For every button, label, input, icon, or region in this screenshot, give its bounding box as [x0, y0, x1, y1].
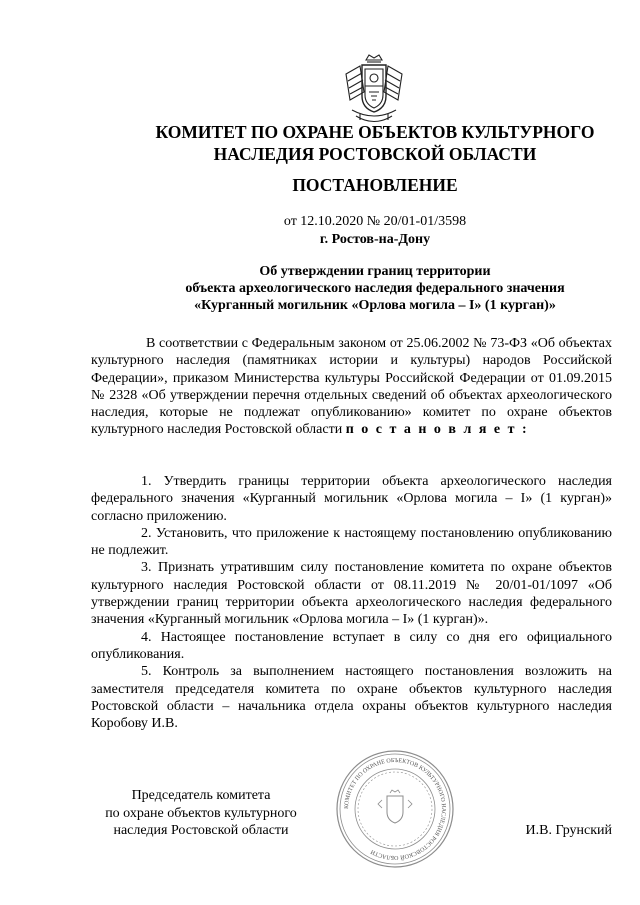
document-city: г. Ростов-на-Дону: [319, 232, 431, 247]
document-date-number: от 12.10.2020 № 20/01-01/3598: [283, 214, 467, 229]
resolution-item-4: 4. Настоящее постановление вступает в силу со дня его официального опубликования.: [91, 629, 612, 662]
resolution-item-1: 1. Утвердить границы территории объекта археологического наследия федерального значения «Курганный могильник «Орлова могила – I» (1 курган)» согласно приложению.: [91, 474, 612, 524]
resolution-item-2: 2. Установить, что приложение к настоящему постановлению опубликованию не подлежит.: [91, 525, 612, 559]
subject-line2: объекта археологического наследия федерального значения: [185, 281, 565, 296]
subject-line3: «Курганный могильник «Орлова могила – I» (1 курган)»: [194, 298, 556, 313]
signatory-name: И.В. Грунский: [525, 823, 612, 838]
document-meta: [110, 213, 640, 249]
coat-of-arms-emblem: [338, 52, 410, 130]
organization-title-line1: КОМИТЕТ ПО ОХРАНЕ ОБЪЕКТОВ КУЛЬТУРНОГО: [155, 122, 595, 142]
signatory-position-line1: Председатель комитета: [131, 788, 271, 803]
signatory-position-line2: по охране объектов культурного: [105, 805, 297, 821]
seal-caption-path: КОМИТЕТ ПО ОХРАНЕ ОБЪЕКТОВ КУЛЬТУРНОГО НАСЛЕДИЯ РОСТОВСКОЙ ОБЛАСТИ: [343, 757, 447, 861]
organization-title-line2: НАСЛЕДИЯ РОСТОВСКОЙ ОБЛАСТИ: [213, 144, 537, 164]
organization-title: [110, 121, 640, 165]
signatory-position: [86, 787, 316, 840]
resolution-items: [91, 473, 612, 732]
signatory-position-line3: наследия Ростовской области: [113, 823, 289, 838]
seal-caption: [344, 758, 446, 862]
subject-line1: Об утверждении границ территории: [259, 264, 491, 279]
document-subject: [110, 263, 640, 314]
preamble-resolves: п о с т а н о в л я е т :: [345, 422, 529, 438]
preamble-text: В соответствии с Федеральным законом от 25.06.2002 № 73-ФЗ «Об объектах культурного наследия (памятниках истории и культуры) народов Российской Федерации», приказом Министерства культуры Российской Федерации от 01.09.2015 № 2328 «Об утверждении перечня отдельных сведений об объектах археологического наследия, которые не подлежат опубликованию» комитет по охране объектов культурного наследия Ростовской области: [91, 336, 612, 438]
resolution-item-3: 3. Признать утратившим силу постановление комитета по охране объектов культурного наследия Ростовской области от 08.11.2019 № 20/01-01/1097 «Об утверждении границ территории объекта археологического наследия федерального значения «Курганный могильник «Орлова могила – I» (1 курган)».: [91, 560, 612, 628]
document-type: ПОСТАНОВЛЕНИЕ: [292, 175, 458, 195]
resolution-item-5: 5. Контроль за выполнением настоящего постановления возложить на заместителя председателя комитета по охране объектов культурного наследия Ростовской области – начальника отдела охраны объектов культурного наследия Коробову И.В.: [91, 664, 612, 732]
official-seal-stamp: [334, 748, 456, 870]
preamble-paragraph: [91, 335, 612, 439]
